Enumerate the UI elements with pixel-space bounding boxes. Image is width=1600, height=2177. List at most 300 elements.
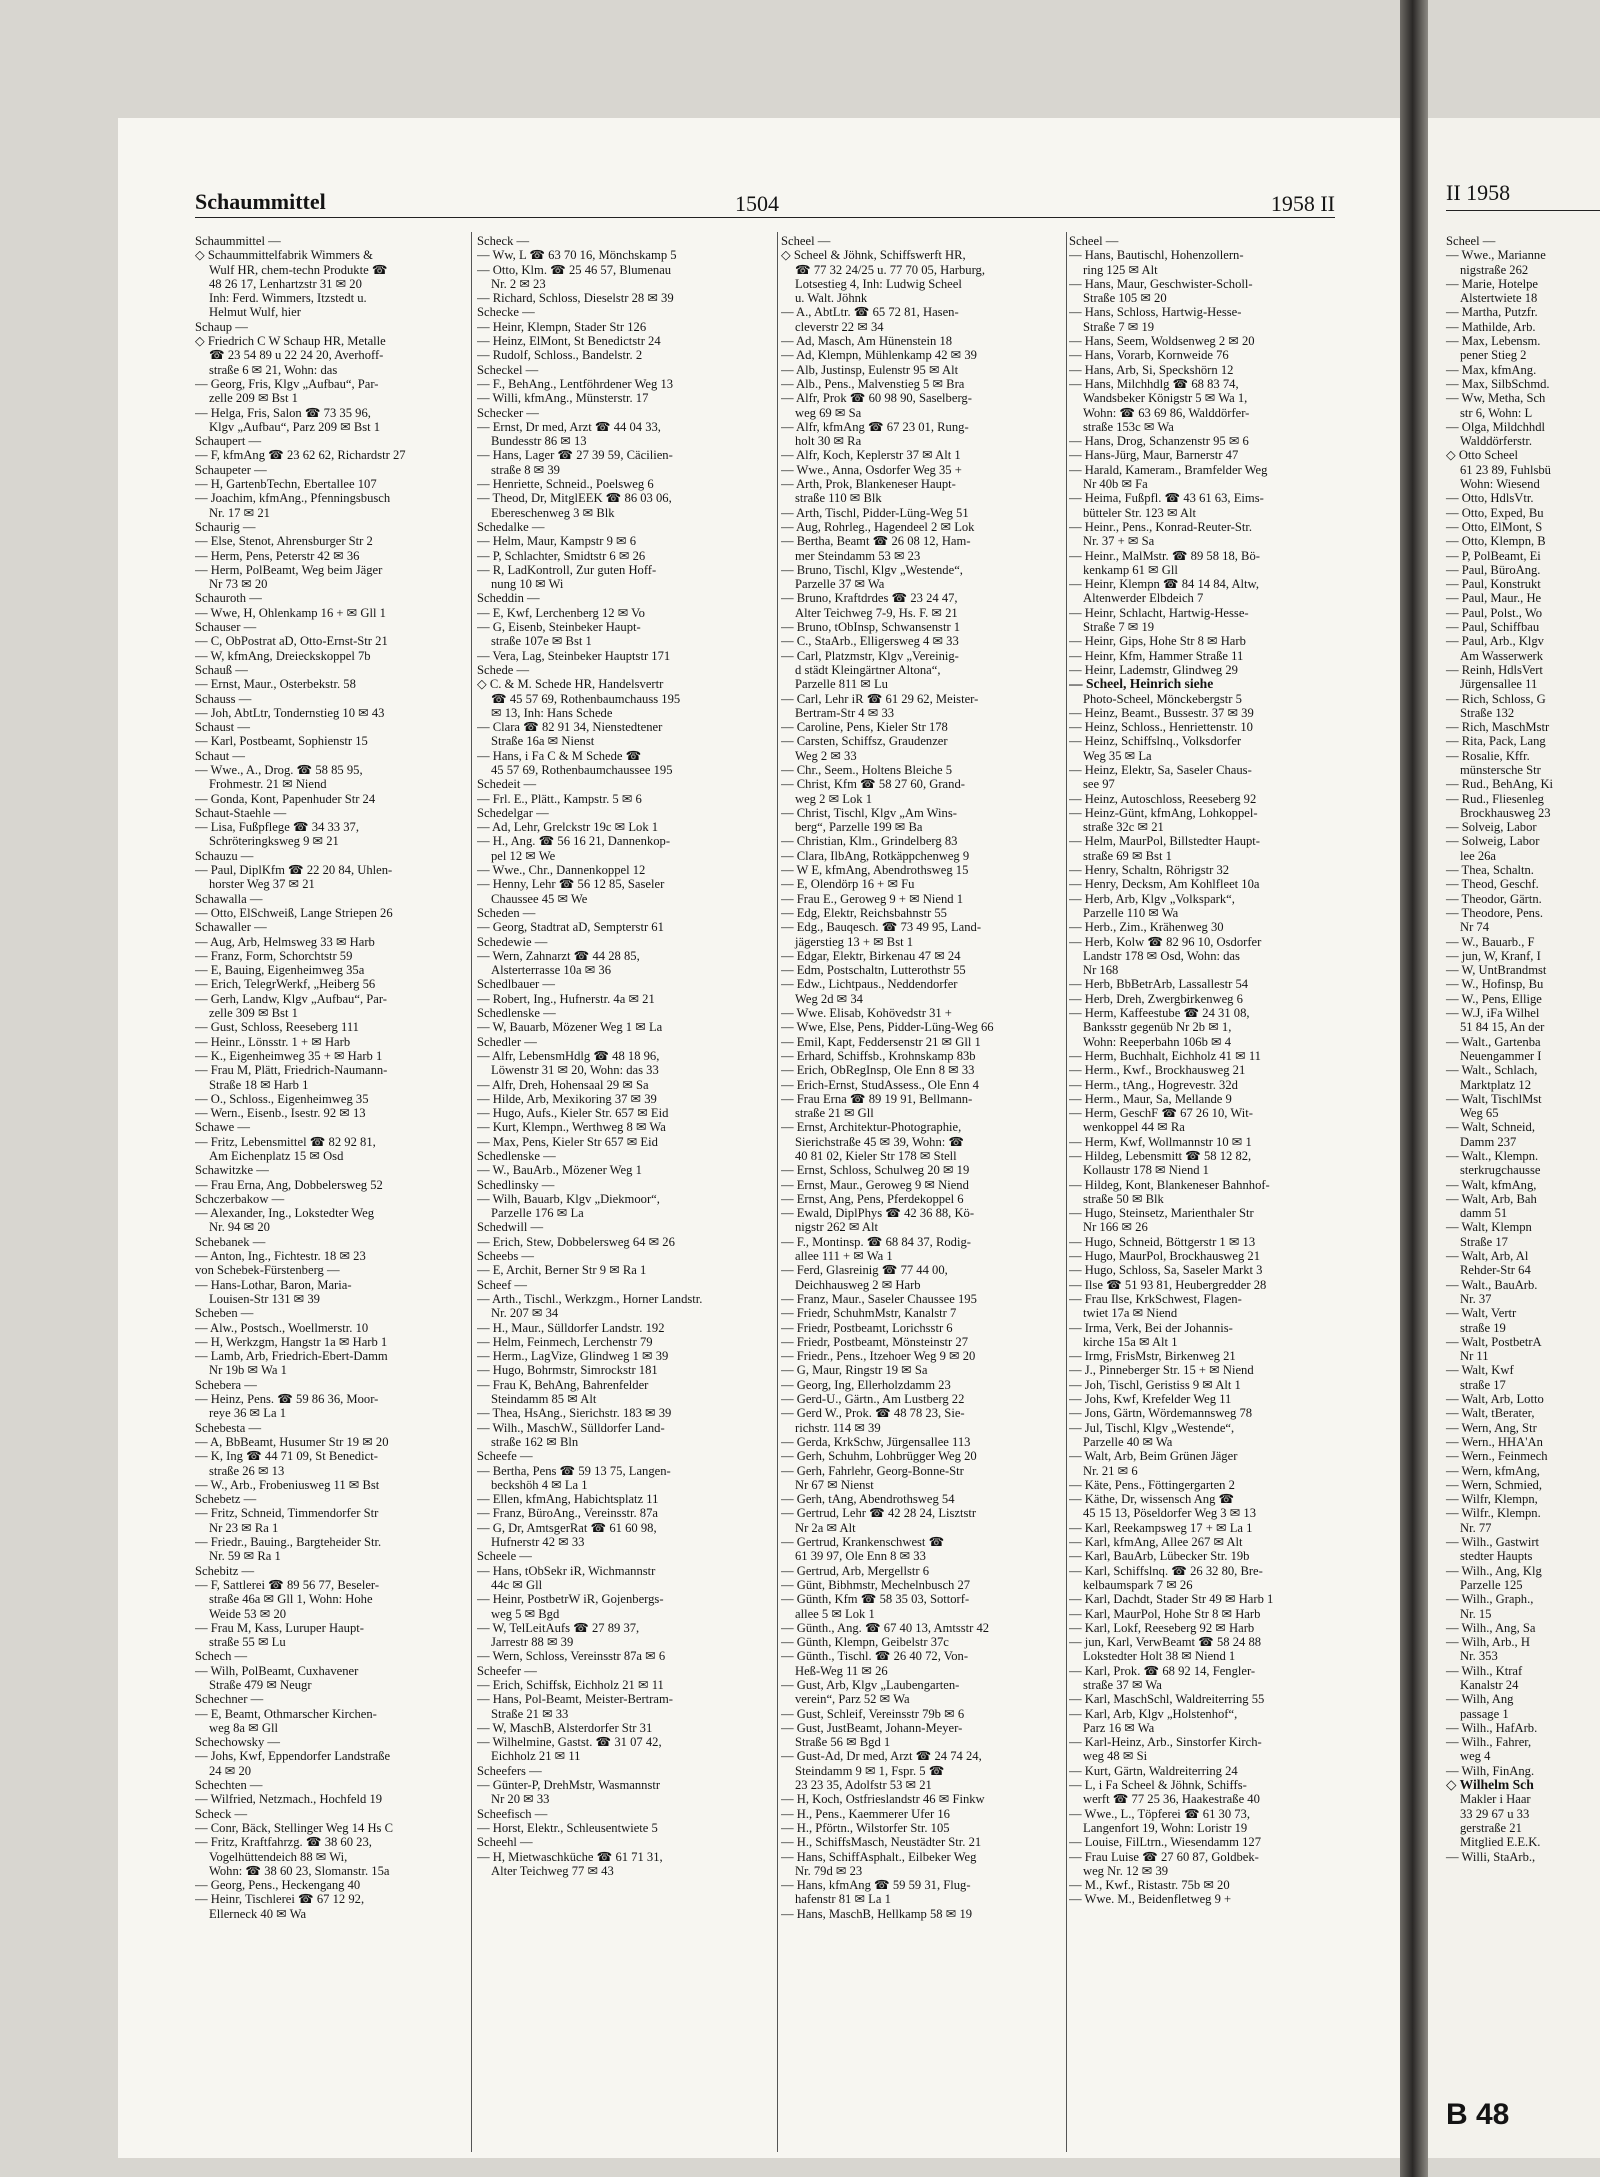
directory-entry-line: — Wilh, FinAng. [1446,1763,1535,1778]
directory-entry-line: — Herm., Maur, Sa, Mellande 9 [1069,1091,1232,1106]
directory-entry-line: — Herm, Buchhalt, Eichholz 41 ✉ 11 [1069,1048,1261,1063]
directory-entry-line: — Gust, Schloss, Reeseberg 111 [195,1020,359,1035]
directory-entry-line: — Herm., Kwf., Brockhausweg 21 [1069,1063,1246,1078]
directory-entry-line: Scheckel — [477,362,539,377]
directory-entry-line: — Wilh., Graph., [1446,1592,1534,1607]
directory-entry-line: — Joachim, kfmAng., Pfenningsbusch [195,491,391,506]
directory-entry-line: Straße 56 ✉ Bgd 1 [795,1735,891,1750]
directory-entry-line: — Günth, Klempn, Geibelstr 37c [781,1635,949,1650]
directory-entry-line: 45 57 69, Rothenbaumchaussee 195 [491,762,673,777]
adjacent-page-header: II 1958 [1446,180,1600,211]
directory-entry-line: — Arth, Tischl, Pidder-Lüng-Weg 51 [781,505,969,520]
directory-entry-line: — G, Maur, Ringstr 19 ✉ Sa [781,1363,928,1378]
directory-entry-line: — Wwe, Else, Pens, Pidder-Lüng-Weg 66 [781,1020,994,1035]
directory-entry-line: Schebetz — [195,1492,257,1507]
directory-entry-line: weg 48 ✉ Si [1083,1749,1148,1764]
directory-entry-line: — Heinr., MalMstr. ☎ 89 58 18, Bö- [1069,548,1260,563]
directory-entry-line: Nr 23 ✉ Ra 1 [209,1520,279,1535]
directory-entry-line: münstersche Str [1460,762,1541,777]
directory-entry-line: — Edm, Postschaltn, Lutterothstr 55 [781,963,966,978]
directory-entry-line: — Arth, Prok, Blankeneser Haupt- [781,477,956,492]
directory-entry-line: — Ernst, Maur., Geroweg 9 ✉ Niend [781,1177,969,1192]
directory-entry-line: — Hans, SchiffAsphalt., Eilbeker Weg [781,1849,977,1864]
directory-entry-line: — Friedr., Pens., Itzehoer Weg 9 ✉ 20 [781,1349,976,1364]
directory-entry-line: — Fritz, Kraftfahrzg. ☎ 38 60 23, [195,1835,372,1850]
directory-entry-line: — Rud., Fliesenleg [1446,791,1544,806]
directory-entry-line: Frohmestr. 21 ✉ Niend [209,777,327,792]
directory-entry-line: Schechowsky — [195,1735,280,1750]
directory-entry-line: Sierichstraße 45 ✉ 39, Wohn: ☎ [795,1134,965,1149]
directory-entry-line: — Herm, Kaffeestube ☎ 24 31 08, [1069,1006,1250,1021]
directory-entry-line: — Heinr, PostbetrW iR, Gojenbergs- [477,1592,664,1607]
directory-entry-line: — F., BehAng., Lentföhrdener Weg 13 [477,376,674,391]
directory-entry-line: Neuengammer I [1460,1048,1542,1063]
directory-entry-line: — Hugo, Steinsetz, Marienthaler Str [1069,1206,1254,1221]
directory-entry-line: — C., StaArb., Elligersweg 4 ✉ 33 [781,634,959,649]
directory-entry-line: straße 21 ✉ Gll [795,1106,874,1121]
directory-entry-line: — Paul, BüroAng. [1446,562,1541,577]
directory-entry-line: — Franz, BüroAng., Vereinsstr. 87a [477,1506,658,1521]
directory-entry-line: — Wwe., Anna, Osdorfer Weg 35 + [781,462,962,477]
directory-entry-line: — H, GartenbTechn, Ebertallee 107 [195,477,377,492]
directory-entry-line: — Emil, Kapt, Feddersenstr 21 ✉ Gll 1 [781,1034,981,1049]
directory-entry-line: — P, PolBeamt, Ei [1446,548,1541,563]
directory-entry-line: — Wilh., Ang, Klg [1446,1563,1542,1578]
directory-entry-line: — Hans, Schloss, Hartwig-Hesse- [1069,305,1242,320]
directory-entry-line: — Karl, MaschSchl, Waldreiterring 55 [1069,1692,1265,1707]
directory-entry-line: — Günt, Bibhmstr, Mechelnbusch 27 [781,1577,971,1592]
directory-entry-line: see 97 [1083,777,1115,792]
directory-entry-line: — Gerd W., Prok. ☎ 48 78 23, Sie- [781,1406,965,1421]
directory-entry-line: — Rosalie, Kffr. [1446,748,1530,763]
directory-entry-line: — Max, SilbSchmd. [1446,376,1550,391]
directory-entry-line: — Marie, Hotelpe [1446,276,1538,291]
directory-entry-line: gerstraße 21 [1460,1820,1522,1835]
directory-entry-line: d städt Kleingärtner Altona“, [795,662,941,677]
directory-entry-line: straße 153c ✉ Wa [1083,419,1174,434]
directory-entry-line: passage 1 [1460,1706,1509,1721]
directory-entry-line: — Franz, Form, Schorchtstr 59 [195,948,353,963]
directory-entry-line: — Hans, Arb, Si, Speckshörn 12 [1069,362,1234,377]
directory-entry-line: Brockhausweg 23 [1460,805,1551,820]
directory-entry-line: — Heinz-Günt, kfmAng, Lohkoppel- [1069,805,1258,820]
directory-entry-line: — Walt, PostbetrA [1446,1334,1542,1349]
directory-entry-line: straße 8 ✉ 39 [491,462,560,477]
directory-entry-line: — Alfr, kfmAng ☎ 67 23 01, Rung- [781,419,969,434]
directory-entry-line: — Lisa, Fußpflege ☎ 34 33 37, [195,820,359,835]
directory-entry-line: — Bruno, Tischl, Klgv „Westende“, [781,562,963,577]
directory-entry-line: Parz 16 ✉ Wa [1083,1720,1155,1735]
directory-entry-line: Am Eichenplatz 15 ✉ Osd [209,1149,344,1163]
directory-entry-line: cleverstr 22 ✉ 34 [795,319,884,334]
directory-entry-line: — Alfr, Dreh, Hohensaal 29 ✉ Sa [477,1077,649,1092]
directory-entry-line: — Günth., Ang. ☎ 67 40 13, Amtsstr 42 [781,1620,990,1635]
directory-entry-line: — Edw., Lichtpaus., Neddendorfer [781,977,958,992]
directory-entry-line: — Solweig, Labor [1446,834,1540,849]
directory-entry-line: — W., Hofinsp, Bu [1446,977,1544,992]
directory-entry-line: — Karl, BauArb, Lübecker Str. 19b [1069,1549,1250,1564]
directory-entry-line: — Georg, Stadtrat aD, Sempterstr 61 [477,920,664,935]
directory-entry-line: weg 5 ✉ Bgd [491,1606,560,1621]
directory-entry-line: — Heinr., Pens., Konrad-Reuter-Str. [1069,519,1253,534]
directory-entry-line: ☎ 23 54 89 u 22 24 20, Averhoff- [209,348,384,363]
directory-entry-line: Marktplatz 12 [1460,1077,1531,1092]
directory-entry-line: Rehder-Str 64 [1460,1263,1531,1278]
directory-entry-line: — Ernst, Ang, Pens, Pferdekoppel 6 [781,1191,964,1206]
directory-entry-line: Nr. 37 + ✉ Sa [1083,534,1155,549]
directory-entry-line: — O., Schloss., Eigenheimweg 35 [195,1091,369,1106]
directory-entry-line: — Irmg, FrisMstr, Birkenweg 21 [1069,1349,1236,1364]
directory-entry-line: — Hans, Vorarb, Kornweide 76 [1069,348,1229,363]
directory-entry-line: Alstertwiete 18 [1460,291,1538,306]
column-rule [1066,232,1067,2152]
directory-entry-line: — Wwe, H, Ohlenkamp 16 + ✉ Gll 1 [195,605,386,620]
directory-entry-line: — Johs, Kwf, Eppendorfer Landstraße [195,1749,391,1764]
directory-entry-line: Heß-Weg 11 ✉ 26 [795,1663,888,1678]
directory-entry-line: — R, LadKontroll, Zur guten Hoff- [477,562,657,577]
directory-entry-line: — Wilhelmine, Gastst. ☎ 31 07 42, [477,1735,662,1750]
directory-entry-line: — Joh, Tischl, Geristiss 9 ✉ Alt 1 [1069,1377,1241,1392]
directory-entry-line: — Ernst, Dr med, Arzt ☎ 44 04 33, [477,419,661,434]
directory-entry-line: Löwenstr 31 ✉ 20, Wohn: das 33 [491,1063,659,1078]
directory-entry-line: — Harald, Kameram., Bramfelder Weg [1069,462,1268,477]
directory-entry-line: — Herm, Pens, Peterstr 42 ✉ 36 [195,548,360,563]
directory-entry-line: Schaut — [195,748,246,763]
directory-entry-line: Parzelle 176 ✉ La [491,1206,584,1221]
directory-column-2 [477,234,774,2154]
directory-entry-line: straße 26 ✉ 13 [209,1463,285,1478]
directory-entry-line: Straße 7 ✉ 19 [1083,319,1155,334]
directory-entry-line: — Hildeg, Lebensmitt ☎ 58 12 82, [1069,1149,1252,1163]
directory-entry-line: — Lamb, Arb, Friedrich-Ebert-Damm [195,1349,388,1364]
directory-entry-line: — Theodore, Pens. [1446,905,1544,920]
directory-entry-line: Schaup — [195,319,248,334]
directory-entry-line: — Hans, Lager ☎ 27 39 59, Cäcilien- [477,448,673,463]
directory-entry-line: — Heinz, Schiffslnq., Volksdorfer [1069,734,1242,749]
directory-entry-line: Schaummittel — [195,234,281,248]
directory-entry-line: Steindamm 9 ✉ 1, Fspr. 5 ☎ [795,1763,945,1778]
directory-entry-line: — Wilh., HafArb. [1446,1720,1538,1735]
directory-entry-line: nigstr 262 ✉ Alt [795,1220,878,1235]
directory-entry-line: — Herm., LagVize, Glindweg 1 ✉ 39 [477,1349,669,1364]
directory-entry-line: — Rich, MaschMstr [1446,720,1550,735]
directory-entry-line: — Helga, Fris, Salon ☎ 73 35 96, [195,405,371,420]
directory-entry-line: Nr. 353 [1460,1649,1498,1664]
directory-entry-line: — Heinr, Tischlerei ☎ 67 12 92, [195,1892,365,1907]
directory-entry-line: Steindamm 85 ✉ Alt [491,1392,597,1407]
directory-entry-line: — W., Bauarb., F [1446,934,1535,949]
directory-entry-line: — Caroline, Pens, Kieler Str 178 [781,720,948,735]
directory-entry-line: — Wern., Feinmech [1446,1449,1548,1464]
directory-entry-line: — Paul, Schiffbau [1446,620,1540,635]
directory-entry-line: richstr. 114 ✉ 39 [795,1420,881,1435]
directory-entry-line: straße 37 ✉ Wa [1083,1677,1162,1692]
directory-entry-line: — Walt., Gartenba [1446,1034,1541,1049]
directory-entry-line: Schedalke — [477,519,545,534]
directory-entry-line: Nr 168 [1083,963,1119,978]
directory-entry-line: — Hugo, Schneid, Böttgerstr 1 ✉ 13 [1069,1234,1256,1249]
directory-entry-line: — Käte, Pens., Föttingergarten 2 [1069,1477,1235,1492]
directory-entry-line: von Schebek-Fürstenberg — [195,1263,340,1278]
directory-entry-line: — Alb, Justinsp, Eulenstr 95 ✉ Alt [781,362,959,377]
directory-entry-line: — H, Mietwaschküche ☎ 61 71 31, [477,1849,663,1864]
directory-entry-line: weg Nr. 12 ✉ 39 [1083,1863,1169,1878]
directory-entry-line: — Frau Erna, Ang, Dobbelersweg 52 [195,1177,383,1192]
directory-entry-line: — Wilh., Gastwirt [1446,1535,1540,1550]
directory-entry-line: Am Wasserwerk [1460,648,1544,663]
directory-entry-line: Kollaustr 178 ✉ Niend 1 [1083,1163,1209,1178]
directory-entry-line: ◇ Otto Scheel [1446,448,1518,463]
directory-entry-line: — Theod, Dr, MitglEEK ☎ 86 03 06, [477,491,672,506]
directory-entry-line: — Ww, Metha, Sch [1446,391,1546,406]
directory-entry-line: Bundesstr 86 ✉ 13 [491,434,587,449]
directory-entry-line: ◇ Friedrich C W Schaup HR, Metalle [195,334,386,349]
directory-entry-line: — Fritz, Schneid, Timmendorfer Str [195,1506,379,1521]
directory-entry-line: — Karl, Dachdt, Stader Str 49 ✉ Harb 1 [1069,1592,1274,1607]
directory-entry-line: — G, Eisenb, Steinbeker Haupt- [477,620,641,635]
directory-entry-line: straße 6 ✉ 21, Wohn: das [209,362,338,377]
directory-entry-line: Mitglied E.E.K. [1460,1835,1541,1850]
directory-entry-line: Schedlenske — [477,1149,556,1163]
running-head-word: Schaummittel [195,189,326,214]
directory-entry-line: — Mathilde, Arb. [1446,319,1536,334]
directory-entry-line: Straße 105 ✉ 20 [1083,291,1167,306]
directory-entry-line: Nr. 59 ✉ Ra 1 [209,1549,281,1564]
directory-entry-line: — Bertha, Beamt ☎ 26 08 12, Ham- [781,534,971,549]
directory-entry-line: Hufnerstr 42 ✉ 33 [491,1535,585,1550]
directory-entry-line: ☎ 77 32 24/25 u. 77 70 05, Harburg, [795,262,986,277]
directory-entry-line: — Frau K, BehAng, Bahrenfelder [477,1377,649,1392]
directory-entry-line: damm 51 [1460,1206,1508,1221]
directory-entry-line: sterkrugchausse [1460,1163,1541,1178]
directory-entry-line: Schawalla — [195,891,263,906]
directory-entry-line: Nr. 94 ✉ 20 [209,1220,270,1235]
directory-entry-line: Schedlinsky — [477,1177,555,1192]
directory-entry-line: — Rud., BehAng, Ki [1446,777,1554,792]
directory-entry-line: Lotsestieg 4, Inh: Ludwig Scheel [795,276,962,291]
directory-entry-line: — Irma, Verk, Bei der Johannis- [1069,1320,1233,1335]
directory-entry-line: — F, Sattlerei ☎ 89 56 77, Beseler- [195,1577,380,1592]
directory-entry-line: — Ernst, Schloss, Schulweg 20 ✉ 19 [781,1163,970,1178]
directory-entry-line: — Hans, Maur, Geschwister-Scholl- [1069,276,1253,291]
directory-entry-line: — H., Pförtn., Wilstorfer Str. 105 [781,1820,950,1835]
directory-entry-line: — G, Dr, AmtsgerRat ☎ 61 60 98, [477,1520,657,1535]
directory-entry-line: Nr. 77 [1460,1520,1492,1535]
directory-entry-line: — Erich, Schiffsk, Eichholz 21 ✉ 11 [477,1677,664,1692]
directory-entry-line: berg“, Parzelle 199 ✉ Ba [795,820,923,835]
directory-entry-line: Schedlbauer — [477,977,555,992]
directory-entry-line: Nr 166 ✉ 26 [1083,1220,1148,1235]
directory-entry-line: — Wilh, Arb., H [1446,1635,1530,1650]
directory-entry-line: Schaupeter — [195,462,267,477]
directory-entry-line: Schaupert — [195,434,262,449]
directory-entry-line: — Hans-Lothar, Baron, Maria- [195,1277,352,1292]
directory-entry-line: ✉ 13, Inh: Hans Schede [491,705,613,720]
directory-entry-line: Straße 18 ✉ Harb 1 [209,1077,309,1092]
directory-entry-line: — Walt, kfmAng, [1446,1177,1537,1192]
directory-entry-line: — W, UntBrandmst [1446,963,1547,978]
directory-entry-line: Scheel — [1446,234,1496,248]
directory-entry-line: — Olga, Mildchhdl [1446,419,1545,434]
directory-entry-line: — Alfr, LebensmHdlg ☎ 48 18 96, [477,1048,660,1063]
directory-entry-line: — W, kfmAng, Dreieckskoppel 7b [195,648,371,663]
directory-entry-line: Lokstedter Holt 38 ✉ Niend 1 [1083,1649,1236,1664]
directory-entry-line: — Thea, Schaltn. [1446,863,1534,878]
directory-entry-line: — Martha, Putzfr. [1446,305,1538,320]
directory-entry-line: — E, Olendörp 16 + ✉ Fu [781,877,915,892]
directory-entry-line: — Walt., BauArb. [1446,1277,1538,1292]
directory-entry-line: — Christian, Klm., Grindelberg 83 [781,834,958,849]
directory-entry-line: — Kurt, Klempn., Werthweg 8 ✉ Wa [477,1120,666,1135]
directory-entry-line: Wohn: ☎ 38 60 23, Slomanstr. 15a [209,1863,390,1878]
directory-entry-line: Schröteringksweg 9 ✉ 21 [209,834,339,849]
directory-entry-line: — Aug, Arb, Helmsweg 33 ✉ Harb [195,934,375,949]
directory-entry-line: — Karl, Schiffslnq. ☎ 26 32 80, Bre- [1069,1563,1263,1578]
directory-entry-line: — Ww, L ☎ 63 70 16, Mönchskamp 5 [477,248,677,263]
directory-entry-line: — Wwe., Chr., Dannenkoppel 12 [477,863,646,878]
directory-entry-line: — Joh, AbtLtr, Tondernstieg 10 ✉ 43 [195,705,385,720]
directory-entry-line: mer Steindamm 53 ✉ 23 [795,548,921,563]
directory-entry-line: — H., SchiffsMasch, Neustädter Str. 21 [781,1835,982,1850]
directory-entry-line: Schech — [195,1649,248,1664]
directory-entry-line: — W., Pens, Ellige [1446,991,1542,1006]
directory-entry-line: Vogelhüttendeich 88 ✉ Wi, [209,1849,348,1864]
directory-entry-line: reye 36 ✉ La 1 [209,1406,286,1421]
directory-entry-line: werft ☎ 77 25 36, Haakestraße 40 [1083,1792,1260,1807]
directory-entry-line: — Wwe. M., Beidenfletweg 9 + [1069,1892,1232,1907]
directory-entry-line: — Solveig, Labor [1446,820,1537,835]
directory-entry-line: weg 2 ✉ Lok 1 [795,791,873,806]
directory-entry-line: — Carl, Platzmstr, Klgv „Vereinig- [781,648,959,663]
directory-entry-line: Schauss — [195,691,252,706]
directory-entry-line: — Hans, Bautischl, Hohenzollern- [1069,248,1244,263]
directory-entry-line: — Willi, kfmAng., Münsterstr. 17 [477,391,649,406]
directory-entry-line: — Willi, StaArb., [1446,1849,1536,1864]
directory-entry-line: ◇ Schaummittelfabrik Wimmers & [195,248,373,263]
directory-entry-line: — Rita, Pack, Lang [1446,734,1546,749]
directory-entry-line: Scheehl — [477,1835,533,1850]
directory-entry-line: — Otto, HdlsVtr. [1446,491,1534,506]
directory-entry-line: — Heinz, Autoschloss, Reeseberg 92 [1069,791,1257,806]
directory-entry-line: Schaut-Staehle — [195,805,287,820]
directory-entry-line: — Ad, Lehr, Grelckstr 19c ✉ Lok 1 [477,820,659,835]
directory-entry-line: — Gerh, Landw, Klgv „Aufbau“, Par- [195,991,387,1006]
directory-entry-line: — Clara ☎ 82 91 34, Nienstedtener [477,720,663,735]
year-volume: 1958 II [1270,191,1335,216]
directory-entry-line: — Wwe., Marianne [1446,248,1546,263]
directory-entry-line: — Gust, JustBeamt, Johann-Meyer- [781,1720,963,1735]
directory-entry-line: — H, Koch, Ostfrieslandstr 46 ✉ Finkw [781,1792,985,1807]
column-rule [471,232,472,2152]
directory-entry-line: Alsterterrasse 10a ✉ 36 [491,963,612,978]
directory-entry-line: Schedewie — [477,934,548,949]
directory-entry-line: — Alfr, Prok ☎ 60 98 90, Saselberg- [781,391,972,406]
directory-entry-line: — Erich, TelegrWerkf, „Heiberg 56 [195,977,376,992]
directory-entry-line: — P, Schlachter, Smidtstr 6 ✉ 26 [477,548,646,563]
directory-entry-line: — A, BbBeamt, Husumer Str 19 ✉ 20 [195,1434,389,1449]
directory-entry-line: — Gust, Schleif, Vereinsstr 79b ✉ 6 [781,1706,965,1721]
directory-entry-line: — Otto, ElMont, S [1446,519,1543,534]
directory-entry-line: — Jons, Gärtn, Wördemannsweg 78 [1069,1406,1253,1421]
directory-entry-line: ◇ C. & M. Schede HR, Handelsvertr [477,677,664,692]
directory-entry-line: Straße 7 ✉ 19 [1083,620,1155,635]
directory-entry-line: — Gust-Ad, Dr med, Arzt ☎ 24 74 24, [781,1749,982,1764]
directory-entry-line: — W., Arb., Frobeniusweg 11 ✉ Bst [195,1477,380,1492]
directory-entry-line: — Georg, Ing, Ellerholzdamm 23 [781,1377,951,1392]
directory-entry-line: — Walt, Arb, Bah [1446,1191,1537,1206]
book-gutter [1400,0,1428,2177]
directory-entry-line: Nr. 15 [1460,1606,1492,1621]
directory-entry-line: — Wern, Schmied, [1446,1477,1542,1492]
directory-entry-line: — Frau E., Geroweg 9 + ✉ Niend 1 [781,891,964,906]
directory-entry-line: — Otto, Exped, Bu [1446,505,1544,520]
directory-entry-line: Landstr 178 ✉ Osd, Wohn: das [1083,948,1240,963]
directory-entry-line: — Hugo, MaurPol, Brockhausweg 21 [1069,1249,1260,1264]
adjacent-page-column [1446,234,1600,1864]
directory-entry-line: Parzelle 110 ✉ Wa [1083,905,1179,920]
directory-entry-line: — Günter-P, DrehMstr, Wasmannstr [477,1778,661,1793]
directory-entry-line: — Gertrud, Arb, Mergellstr 6 [781,1563,930,1578]
directory-entry-line: — Ernst, Architektur-Photographie, [781,1120,962,1135]
directory-entry-line: — Wwe. Elisab, Kohövedstr 31 + [781,1006,952,1021]
directory-entry-line: — Friedr, SchuhmMstr, Kanalstr 7 [781,1306,957,1321]
directory-entry-line: Wulf HR, chem-techn Produkte ☎ [209,262,388,277]
directory-entry-line: — Wern, Ang, Str [1446,1420,1537,1435]
directory-entry-line: — W., BauArb., Mözener Weg 1 [477,1163,642,1178]
directory-entry-line: Nr 20 ✉ 33 [491,1792,550,1807]
directory-entry-line: bütteler Str. 123 ✉ Alt [1083,505,1197,520]
directory-entry-line: Straße 479 ✉ Neugr [209,1677,312,1692]
directory-entry-line: nung 10 ✉ Wi [491,577,564,592]
directory-entry-line: — Chr., Seem., Holtens Bleiche 5 [781,762,953,777]
directory-entry-line: Inh: Ferd. Wimmers, Itzstedt u. [209,291,367,306]
directory-entry-line: zelle 209 ✉ Bst 1 [209,391,298,406]
directory-entry-line: Nr. 207 ✉ 34 [491,1306,559,1321]
directory-entry-line: — Heinr, Kfm, Hammer Straße 11 [1069,648,1244,663]
directory-entry-line: — Erich, ObRegInsp, Ole Enn 8 ✉ 33 [781,1063,975,1078]
directory-entry-line: — Otto, Klempn, B [1446,534,1546,549]
directory-entry-line: Scheebs — [477,1249,535,1264]
directory-entry-line: straße 19 [1460,1320,1506,1335]
directory-entry-line: — Vera, Lag, Steinbeker Hauptstr 171 [477,648,671,663]
directory-entry-line: — Karl, Postbeamt, Sophienstr 15 [195,734,368,749]
directory-entry-line: — Wilh, PolBeamt, Cuxhavener [195,1663,359,1678]
directory-entry-line: — C, ObPostrat aD, Otto-Ernst-Str 21 [195,634,388,649]
directory-entry-line: Nr. 37 [1460,1291,1492,1306]
directory-entry-line: — Heinr, Lademstr, Glindweg 29 [1069,662,1238,677]
directory-entry-line: Ellerneck 40 ✉ Wa [209,1906,307,1921]
directory-entry-line: Scheefers — [477,1763,542,1778]
directory-entry-line: — Ferd, Glasreinig ☎ 77 44 00, [781,1263,948,1278]
directory-entry-line: twiet 17a ✉ Niend [1083,1306,1178,1321]
directory-entry-line: Scheden — [477,905,536,920]
directory-entry-line: — K., Eigenheimweg 35 + ✉ Harb 1 [195,1048,383,1063]
directory-entry-line: — Ernst, Maur., Osterbekstr. 58 [195,677,356,692]
directory-entry-line: — Kurt, Gärtn, Waldreiterring 24 [1069,1763,1238,1778]
directory-entry-line: — A., AbtLtr. ☎ 65 72 81, Hasen- [781,305,959,320]
directory-entry-line: — Friedr, Postbeamt, Mönsteinstr 27 [781,1334,968,1349]
directory-entry-line: — Scheel, Heinrich siehe [1069,676,1214,692]
directory-entry-line: straße 107e ✉ Bst 1 [491,634,592,649]
directory-entry-line: hafenstr 81 ✉ La 1 [795,1892,891,1907]
directory-entry-line: — Hilde, Arb, Mexikoring 37 ✉ 39 [477,1091,657,1106]
directory-entry-line: Alter Teichweg 77 ✉ 43 [491,1863,614,1878]
directory-entry-line: — H., Maur., Sülldorfer Landstr. 192 [477,1320,665,1335]
directory-entry-line: Nr 19b ✉ Wa 1 [209,1363,287,1378]
directory-entry-line: Weg 35 ✉ La [1083,748,1152,763]
directory-entry-line: straße 162 ✉ Bln [491,1434,579,1449]
directory-entry-line: Walddörferstr. [1460,434,1533,449]
